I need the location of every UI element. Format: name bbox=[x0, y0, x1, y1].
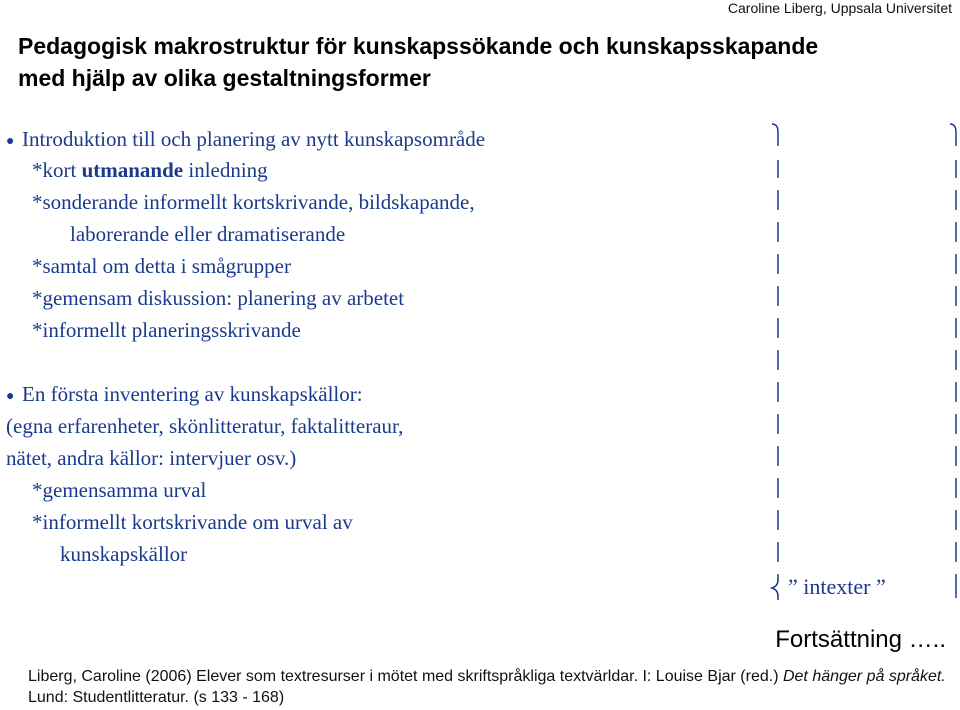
section2-item-2-continued: kunskapskällor bbox=[60, 542, 188, 566]
section2-line-2: (egna erfarenheter, skönlitteratur, faktalitteraur, bbox=[6, 414, 404, 438]
section1-item-1: *kort utmanande inledning bbox=[32, 158, 268, 182]
bullet-icon: ● bbox=[6, 134, 15, 149]
title-line-1: Pedagogisk makrostruktur för kunskapssökande och kunskapsskapande bbox=[18, 33, 819, 59]
section2-item-1: *gemensamma urval bbox=[32, 478, 207, 502]
section1-item-4: *gemensam diskussion: planering av arbetet bbox=[32, 286, 405, 310]
section2-heading: En första inventering av kunskapskällor: bbox=[22, 382, 363, 406]
reference-citation: Liberg, Caroline (2006) Elever som textresurser i mötet med skriftspråkliga textvärldar. I: Louise Bjar (red.) Det hänger på språket. Lund: Studentlitteratur. (s 133 - 168) bbox=[28, 668, 946, 706]
left-bracket-brace bbox=[772, 574, 778, 600]
right-bracket-top bbox=[950, 124, 956, 146]
emphasis-word: utmanande bbox=[81, 158, 184, 182]
section1-item-2: *sonderande informellt kortskrivande, bildskapande, bbox=[32, 190, 475, 214]
section1-item-5: *informellt planeringsskrivande bbox=[32, 318, 301, 342]
title-line-2: med hjälp av olika gestaltningsformer bbox=[18, 65, 431, 91]
left-bracket-top bbox=[772, 124, 778, 146]
book-title: Det hänger på språket. bbox=[782, 668, 946, 685]
bracket-label: ” intexter ” bbox=[788, 574, 886, 599]
section2-line-3: nätet, andra källor: intervjuer osv.) bbox=[6, 446, 297, 470]
section1-heading: Introduktion till och planering av nytt kunskapsområde bbox=[22, 127, 486, 151]
section2-item-2: *informellt kortskrivande om urval av bbox=[32, 510, 353, 534]
author-attribution: Caroline Liberg, Uppsala Universitet bbox=[727, 0, 952, 16]
continuation-label: Fortsättning ….. bbox=[775, 626, 946, 653]
section1-item-2-continued: laborerande eller dramatiserande bbox=[70, 222, 346, 246]
bullet-icon: ● bbox=[6, 389, 15, 404]
section1-item-3: *samtal om detta i smågrupper bbox=[32, 254, 291, 278]
